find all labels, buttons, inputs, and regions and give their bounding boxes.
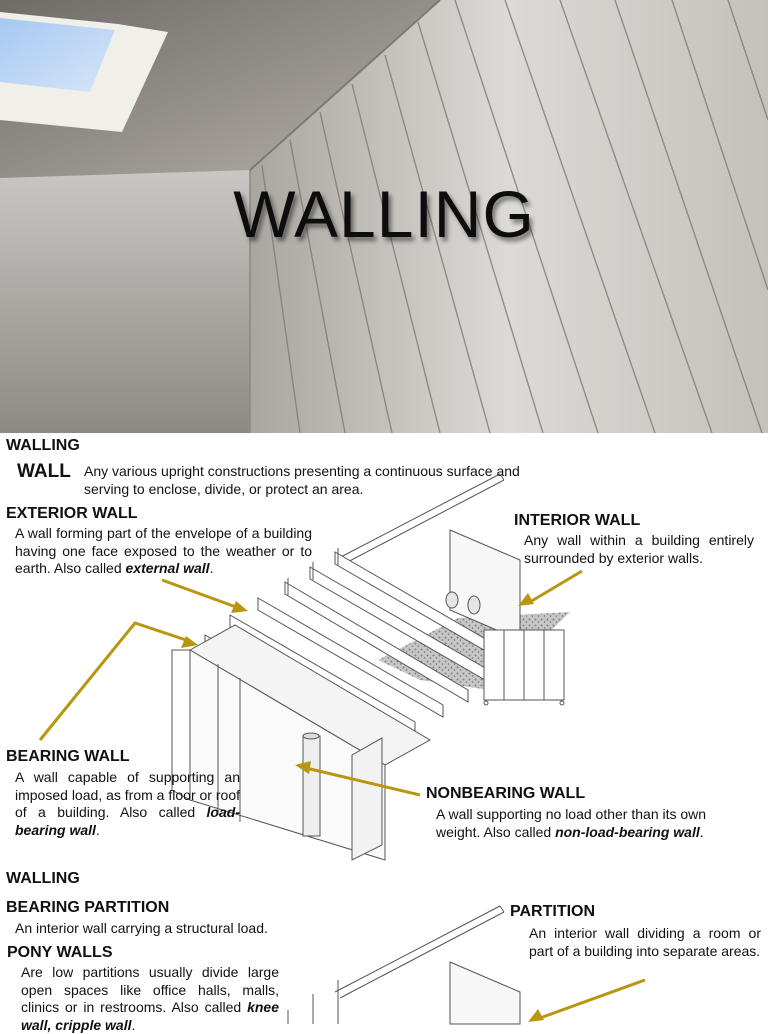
wall-term: WALL: [17, 461, 71, 482]
bearing-wall-heading: BEARING WALL: [6, 748, 130, 765]
cover-slide: [0, 0, 768, 433]
callout-arrows-2: [528, 980, 645, 1022]
nonbearing-wall-heading: NONBEARING WALL: [426, 785, 586, 802]
bearing-partition-text: An interior wall carrying a structural load.: [15, 920, 268, 936]
wall-definition: Any various upright constructions presenting a continuous surface and serving to enclose, divide, or protect an area.: [84, 463, 520, 497]
bearing-wall-text: A wall capable of supporting an imposed load, as from a floor or roof of a building. Also called load-bearing wall.: [15, 769, 240, 838]
interior-wall-heading: INTERIOR WALL: [514, 512, 641, 529]
pony-walls-heading: PONY WALLS: [7, 944, 113, 961]
partition-text: An interior wall dividing a room or part of a building into separate areas.: [529, 925, 761, 959]
nonbearing-wall-alias: non-load-bearing wall: [555, 823, 700, 840]
partition-heading: PARTITION: [510, 903, 596, 920]
pony-walls-text: Are low partitions usually divide large open spaces like office halls, malls, clinics or in restrooms. Also called knee wall, cripple wall.: [21, 964, 279, 1033]
slide2-heading: WALLING: [6, 870, 80, 887]
bearing-wall-alias: load-bearing wall: [15, 804, 240, 838]
exterior-wall-heading: EXTERIOR WALL: [6, 505, 138, 522]
slide1-heading: WALLING: [6, 437, 80, 454]
exterior-wall-alias: external wall: [125, 560, 210, 576]
bearing-partition-heading: BEARING PARTITION: [6, 899, 170, 916]
pony-walls-alias: knee wall, cripple wall: [21, 999, 279, 1033]
exterior-wall-text: A wall forming part of the envelope of a building having one face exposed to the weather or to earth. Also called external wall.: [15, 525, 312, 576]
building-sketch-2: [288, 906, 520, 1024]
interior-wall-text: Any wall within a building entirely surrounded by exterior walls.: [524, 532, 754, 566]
cover-title: WALLING: [233, 177, 535, 251]
nonbearing-wall-text: A wall supporting no load other than its own weight. Also called non-load-bearing wall.: [436, 806, 707, 840]
